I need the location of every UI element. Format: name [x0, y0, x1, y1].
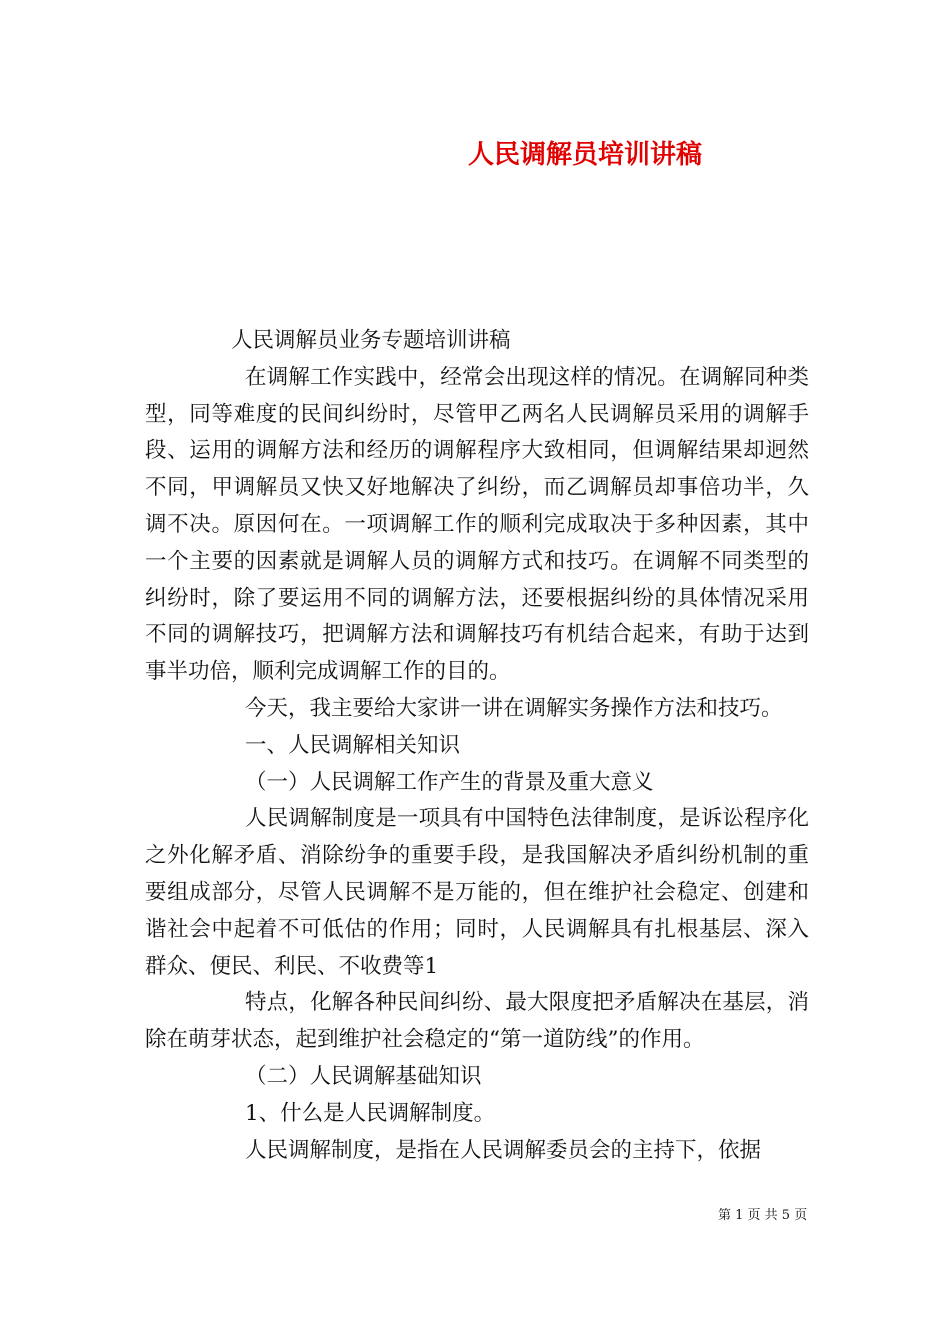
body-paragraph: 特点，化解各种民间纠纷、最大限度把矛盾解决在基层，消除在萌芽状态，起到维护社会稳定的“第一道防线”的作用。 — [145, 990, 809, 1053]
item-heading: 1、什么是人民调解制度。 — [245, 1100, 496, 1126]
section-heading: 一、人民调解相关知识 — [245, 732, 461, 758]
body-paragraph: 今天，我主要给大家讲一讲在调解实务操作方法和技巧。 — [245, 695, 783, 721]
document-title: 人民调解员培训讲稿 — [468, 140, 703, 170]
body-paragraph: 人民调解制度，是指在人民调解委员会的主持下，依据 — [245, 1137, 762, 1163]
subsection-heading: （一）人民调解工作产生的背景及重大意义 — [245, 769, 654, 795]
subtitle-paragraph: 人民调解员业务专题培训讲稿 — [231, 328, 511, 353]
body-paragraph: 在调解工作实践中，经常会出现这样的情况。在调解同种类型，同等难度的民间纠纷时，尽管甲乙两名人民调解员采用的调解手段、运用的调解方法和经历的调解程序大致相同，但调解结果却迥然不同，甲调解员又快又好地解决了纠纷，而乙调解员却事倍功半，久调不决。原因何在。一项调解工作的顺利完成取决于多种因素，其中一个主要的因素就是调解人员的调解方式和技巧。在调解不同类型的纠纷时，除了要运用不同的调解方法，还要根据纠纷的具体情况采用不同的调解技巧，把调解方法和调解技巧有机结合起来，有助于达到事半功倍，顺利完成调解工作的目的。 — [145, 364, 809, 685]
document-body — [145, 323, 809, 1169]
page-number: 第 1 页 共 5 页 — [718, 1208, 808, 1223]
body-paragraph: 人民调解制度是一项具有中国特色法律制度，是诉讼程序化之外化解矛盾、消除纷争的重要手段，是我国解决矛盾纠纷机制的重要组成部分，尽管人民调解不是万能的，但在维护社会稳定、创建和谐社会中起着不可低估的作用；同时，人民调解具有扎根基层、深入群众、便民、利民、不收费等1 — [145, 806, 809, 979]
subsection-heading: （二）人民调解基础知识 — [245, 1063, 482, 1089]
